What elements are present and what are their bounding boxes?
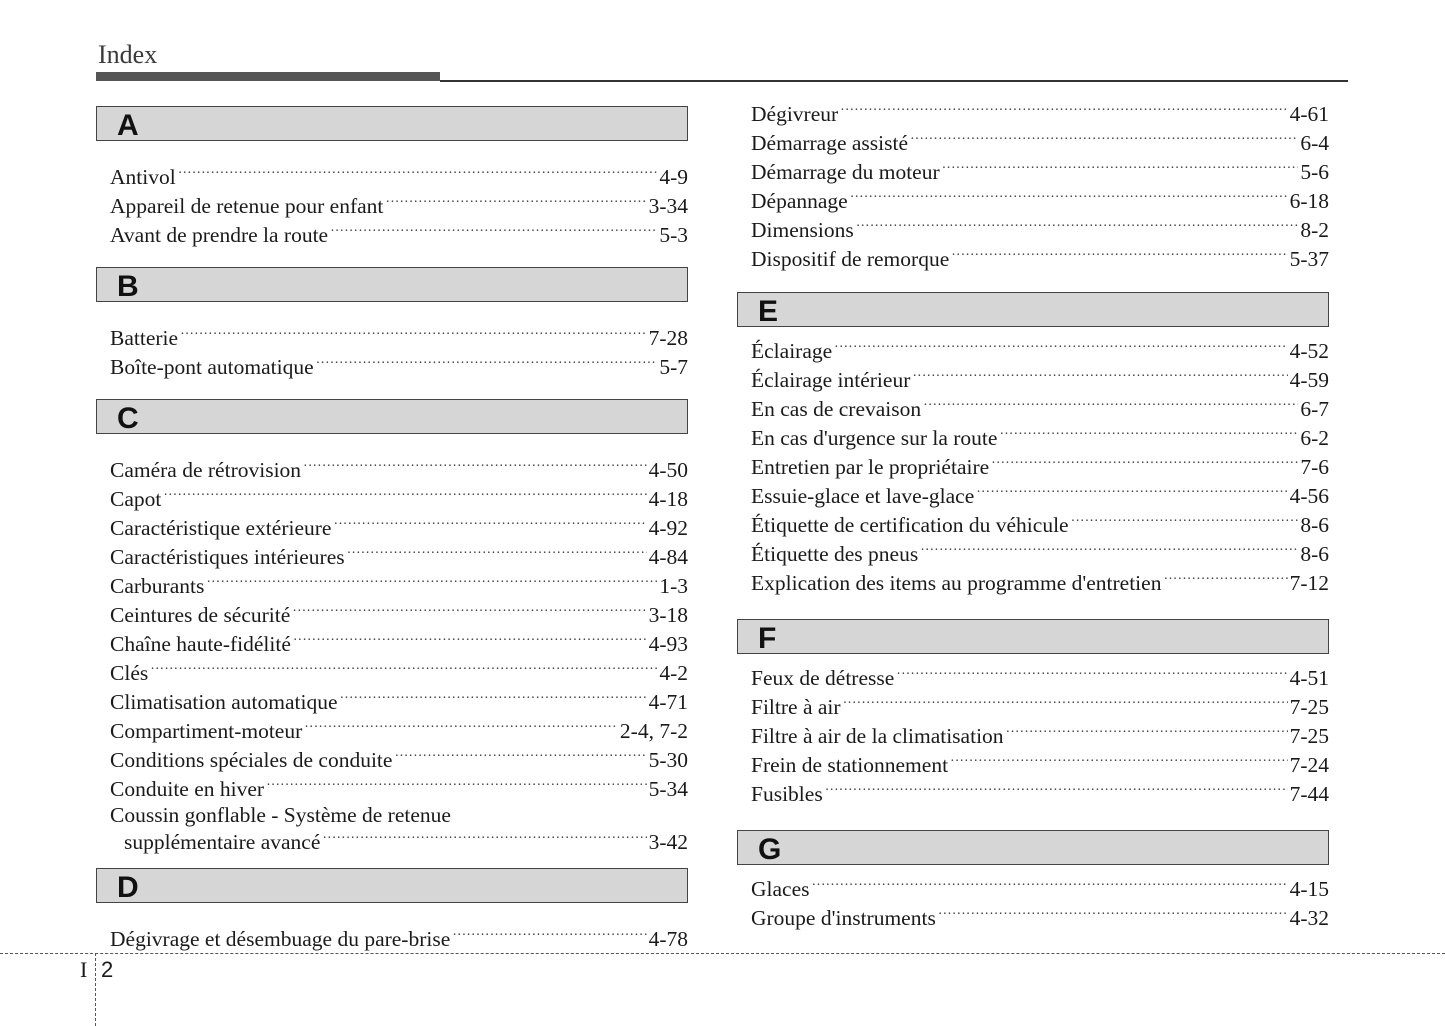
- entry-page: 2-4, 7-2: [619, 718, 688, 743]
- entry-page: 5-34: [648, 776, 688, 801]
- entry-page: 5-37: [1289, 246, 1329, 271]
- index-entry[interactable]: [751, 452, 1329, 481]
- entry-label: Entretien par le propriétaire: [751, 454, 990, 479]
- section-entries-d-continued: [737, 99, 1329, 273]
- entry-label: Frein de stationnement: [751, 752, 949, 777]
- entry-label: Batterie: [110, 325, 179, 350]
- entry-label: Climatisation automatique: [110, 689, 338, 714]
- entry-label: Glaces: [751, 876, 810, 901]
- section-letter: A: [117, 109, 139, 142]
- section-letter: B: [117, 270, 139, 303]
- index-entry[interactable]: [751, 394, 1329, 423]
- section-header-d: [96, 868, 688, 903]
- entry-label: Dépannage: [751, 188, 848, 213]
- entry-label: Feux de détresse: [751, 665, 895, 690]
- entry-page: 4-9: [659, 164, 688, 189]
- section-entries-c: [96, 455, 688, 856]
- index-entry[interactable]: [751, 568, 1329, 597]
- entry-label: Caractéristique extérieure: [110, 515, 332, 540]
- entry-label: Avant de prendre la route: [110, 222, 329, 247]
- left-column: [96, 106, 688, 953]
- index-entry[interactable]: [110, 774, 688, 803]
- section-entries-g: [737, 874, 1329, 932]
- index-entry[interactable]: [751, 128, 1329, 157]
- index-entry[interactable]: [110, 323, 688, 352]
- entry-page: 5-3: [659, 222, 688, 247]
- footer-vertical-divider: [95, 953, 96, 1026]
- entry-label: Antivol: [110, 164, 176, 189]
- right-column: [737, 99, 1329, 932]
- index-entry[interactable]: [751, 481, 1329, 510]
- index-entry[interactable]: [751, 692, 1329, 721]
- entry-label: Dimensions: [751, 217, 854, 242]
- entry-label: Ceintures de sécurité: [110, 602, 291, 627]
- index-entry[interactable]: [110, 716, 688, 745]
- entry-page: 6-7: [1300, 396, 1329, 421]
- entry-label: En cas d'urgence sur la route: [751, 425, 998, 450]
- page-title: Index: [98, 40, 158, 69]
- section-entries-f: [737, 663, 1329, 808]
- entry-label: Éclairage: [751, 338, 833, 363]
- entry-page: 4-93: [648, 631, 688, 656]
- entry-page: 4-2: [659, 660, 688, 685]
- index-entry[interactable]: [751, 244, 1329, 273]
- entry-page: 6-2: [1300, 425, 1329, 450]
- entry-page: 4-71: [648, 689, 688, 714]
- title-rule-thick: [96, 72, 440, 81]
- section-header-b: [96, 267, 688, 302]
- index-entry[interactable]: [751, 750, 1329, 779]
- entry-label-continued: supplémentaire avancé: [124, 829, 321, 854]
- entry-page: 4-51: [1289, 665, 1329, 690]
- entry-page: 4-59: [1289, 367, 1329, 392]
- entry-page: 3-42: [648, 829, 688, 854]
- entry-label: Filtre à air: [751, 694, 841, 719]
- entry-label: Chaîne haute-fidélité: [110, 631, 291, 656]
- entry-label: Démarrage du moteur: [751, 159, 940, 184]
- entry-label: Explication des items au programme d'entretien: [751, 570, 1162, 595]
- section-letter: F: [758, 622, 777, 655]
- index-entry[interactable]: [751, 365, 1329, 394]
- entry-label: Capot: [110, 486, 162, 511]
- section-letter: G: [758, 833, 782, 866]
- index-entry[interactable]: [110, 629, 688, 658]
- entry-label: Démarrage assisté: [751, 130, 908, 155]
- index-entry[interactable]: [110, 745, 688, 774]
- entry-page: 8-2: [1300, 217, 1329, 242]
- entry-label: Dispositif de remorque: [751, 246, 950, 271]
- section-entries-e: [737, 336, 1329, 597]
- index-entry[interactable]: [110, 658, 688, 687]
- entry-page: 4-50: [648, 457, 688, 482]
- entry-page: 5-6: [1300, 159, 1329, 184]
- index-entry[interactable]: [751, 874, 1329, 903]
- section-letter: D: [117, 871, 139, 904]
- page-number: 2: [101, 957, 114, 982]
- entry-label: En cas de crevaison: [751, 396, 922, 421]
- entry-page: 7-44: [1289, 781, 1329, 806]
- section-entries-b: [96, 323, 688, 381]
- index-entry[interactable]: [110, 600, 688, 629]
- entry-page: 8-6: [1300, 541, 1329, 566]
- index-entry[interactable]: [110, 191, 688, 220]
- entry-page: 4-78: [648, 926, 688, 951]
- footer-section-label: I: [80, 957, 88, 982]
- entry-label: Étiquette des pneus: [751, 541, 919, 566]
- entry-label: Compartiment-moteur: [110, 718, 303, 743]
- section-header-c: [96, 399, 688, 434]
- index-entry[interactable]: [751, 99, 1329, 128]
- section-letter: E: [758, 295, 779, 328]
- entry-page: 4-18: [648, 486, 688, 511]
- entry-page: 4-52: [1289, 338, 1329, 363]
- section-entries-a: [96, 162, 688, 249]
- entry-label: Dégivreur: [751, 101, 839, 126]
- entry-label: Fusibles: [751, 781, 823, 806]
- index-entry[interactable]: [751, 663, 1329, 692]
- entry-page: 4-15: [1289, 876, 1329, 901]
- entry-label: Appareil de retenue pour enfant: [110, 193, 384, 218]
- entry-page: 4-61: [1289, 101, 1329, 126]
- entry-page: 3-34: [648, 193, 688, 218]
- entry-page: 6-4: [1300, 130, 1329, 155]
- entry-label: Caractéristiques intérieures: [110, 544, 345, 569]
- index-entry[interactable]: [110, 803, 688, 827]
- entry-label: Filtre à air de la climatisation: [751, 723, 1004, 748]
- entry-label: Dégivrage et désembuage du pare-brise: [110, 926, 451, 951]
- index-entry[interactable]: [110, 542, 688, 571]
- index-entry[interactable]: [110, 352, 688, 381]
- entry-page: 4-32: [1289, 905, 1329, 930]
- entry-label: Groupe d'instruments: [751, 905, 936, 930]
- index-entry[interactable]: [110, 513, 688, 542]
- entry-page: 3-18: [648, 602, 688, 627]
- index-entry[interactable]: [751, 157, 1329, 186]
- index-entry[interactable]: [751, 423, 1329, 452]
- entry-page: 7-12: [1289, 570, 1329, 595]
- index-entry[interactable]: [751, 215, 1329, 244]
- entry-page: 7-28: [648, 325, 688, 350]
- entry-label: Clés: [110, 660, 149, 685]
- entry-page: 5-7: [659, 354, 688, 379]
- footer-divider: [0, 953, 1445, 954]
- index-entry-continuation[interactable]: [110, 827, 688, 856]
- section-header-a: [96, 106, 688, 141]
- index-entry[interactable]: [110, 687, 688, 716]
- entry-page: 1-3: [659, 573, 688, 598]
- index-entry[interactable]: [751, 510, 1329, 539]
- section-letter: C: [117, 402, 139, 435]
- entry-page: 4-84: [648, 544, 688, 569]
- entry-label: Carburants: [110, 573, 205, 598]
- section-header-f: [737, 619, 1329, 654]
- entry-label: Boîte-pont automatique: [110, 354, 314, 379]
- entry-page: 7-24: [1289, 752, 1329, 777]
- entry-label: Caméra de rétrovision: [110, 457, 302, 482]
- index-entry[interactable]: [751, 336, 1329, 365]
- index-entry[interactable]: [110, 162, 688, 191]
- entry-label: Coussin gonflable - Système de retenue: [110, 803, 451, 827]
- entry-label: Éclairage intérieur: [751, 367, 911, 392]
- index-entry[interactable]: [110, 924, 688, 953]
- entry-page: 7-6: [1300, 454, 1329, 479]
- entry-page: 8-6: [1300, 512, 1329, 537]
- entry-page: 5-30: [648, 747, 688, 772]
- index-entry[interactable]: [110, 220, 688, 249]
- index-entry[interactable]: [110, 455, 688, 484]
- entry-label: Conduite en hiver: [110, 776, 265, 801]
- entry-page: 4-92: [648, 515, 688, 540]
- entry-label: Essuie-glace et lave-glace: [751, 483, 975, 508]
- section-entries-d: [96, 924, 688, 953]
- index-entry[interactable]: [751, 721, 1329, 750]
- index-entry[interactable]: [110, 484, 688, 513]
- section-header-g: [737, 830, 1329, 865]
- entry-label: Conditions spéciales de conduite: [110, 747, 393, 772]
- entry-page: 7-25: [1289, 723, 1329, 748]
- index-entry[interactable]: [751, 903, 1329, 932]
- index-entry[interactable]: [110, 571, 688, 600]
- index-entry[interactable]: [751, 779, 1329, 808]
- index-entry[interactable]: [751, 539, 1329, 568]
- entry-label: Étiquette de certification du véhicule: [751, 512, 1069, 537]
- entry-page: 4-56: [1289, 483, 1329, 508]
- entry-page: 6-18: [1289, 188, 1329, 213]
- entry-page: 7-25: [1289, 694, 1329, 719]
- section-header-e: [737, 292, 1329, 327]
- index-entry[interactable]: [751, 186, 1329, 215]
- title-rule-thin: [440, 80, 1348, 82]
